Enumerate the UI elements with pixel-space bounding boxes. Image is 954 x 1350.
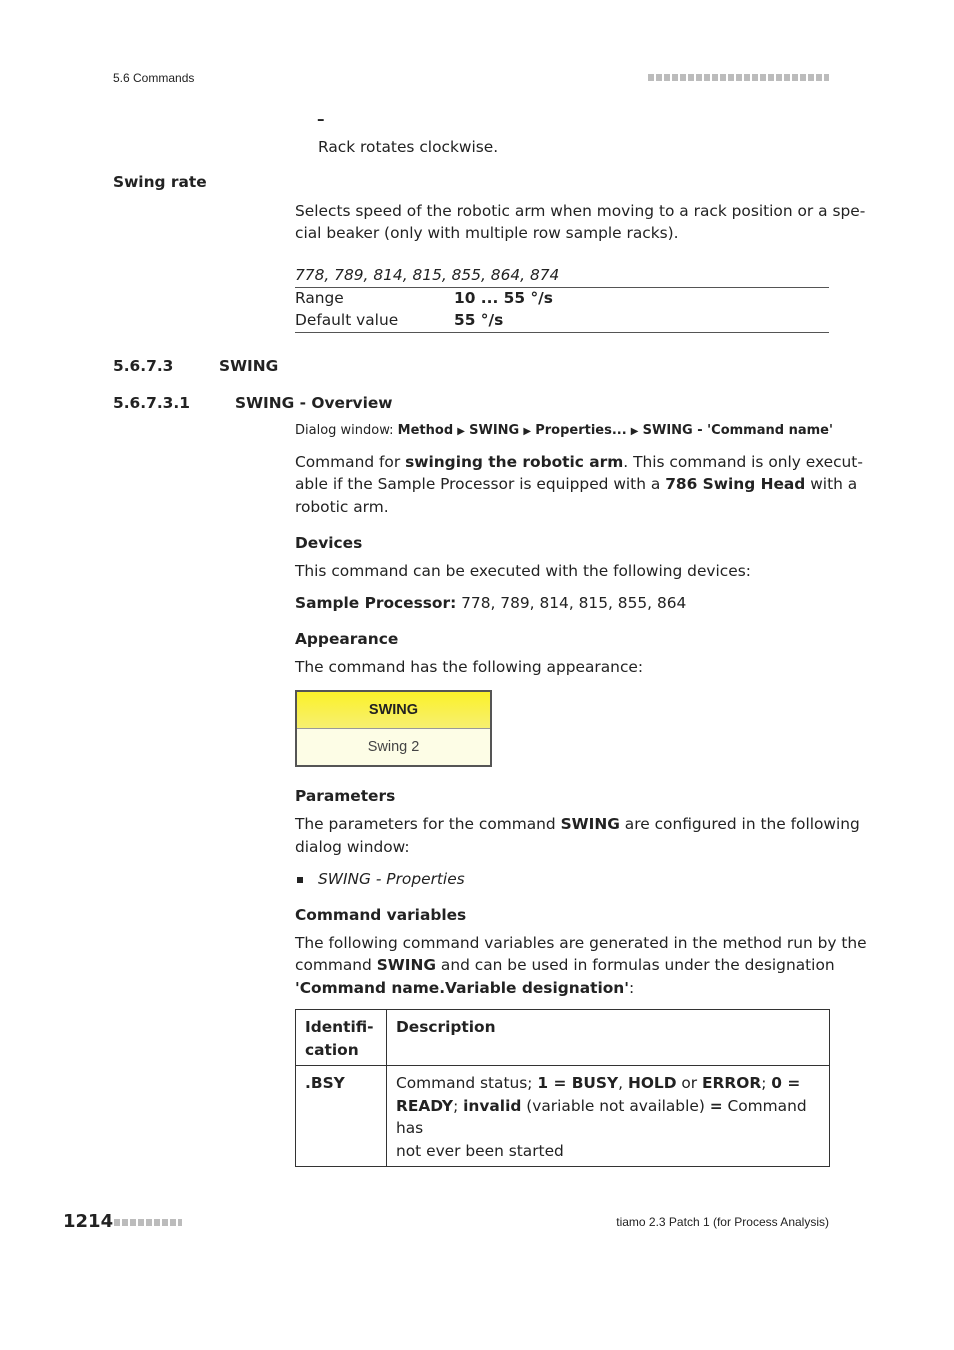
- table-cell: .BSY: [296, 1066, 387, 1167]
- parameter-description-line: cial beaker (only with multiple row sample racks).: [295, 224, 679, 242]
- dialog-path: [295, 423, 833, 438]
- value-symbol: –: [317, 110, 325, 128]
- appearance-heading: Appearance: [295, 630, 399, 648]
- intro-line: Command for swinging the robotic arm. This command is only execut-: [295, 453, 863, 471]
- intro-line: robotic arm.: [295, 498, 389, 516]
- properties-link: SWING - Properties: [318, 870, 465, 888]
- arrow-icon: ▶: [457, 426, 465, 437]
- table-rule: [295, 287, 829, 288]
- devices-text: This command can be executed with the following devices:: [295, 562, 751, 580]
- parameter-description-line: Selects speed of the robotic arm when moving to a rack position or a spe-: [295, 202, 866, 220]
- product-name: tiamo 2.3 Patch 1 (for Process Analysis): [616, 1215, 829, 1229]
- subsection-title: SWING - Overview: [235, 394, 393, 412]
- devices-list: Sample Processor: 778, 789, 814, 815, 855, 864: [295, 594, 687, 612]
- running-header-section: 5.6 Commands: [113, 71, 195, 85]
- table-header-row: [296, 1010, 830, 1066]
- section-title: SWING: [219, 357, 279, 375]
- default-label: Default value: [295, 311, 399, 329]
- table-row: [296, 1066, 830, 1167]
- command-variables-heading: Command variables: [295, 906, 467, 924]
- dialog-path-prefix: Dialog window:: [295, 423, 394, 438]
- command-variables-text: 'Command name.Variable designation':: [295, 979, 635, 997]
- table-cell: Command status; 1 = BUSY, HOLD or ERROR; 0 = READY; invalid (variable not available) = Command has not ever been started: [387, 1066, 830, 1167]
- arrow-icon: ▶: [523, 426, 532, 437]
- range-value: 10 ... 55 °/s: [454, 289, 553, 307]
- device-list: 778, 789, 814, 815, 855, 864, 874: [295, 266, 560, 284]
- dialog-path-item: SWING - 'Command name': [642, 423, 833, 438]
- table-header-cell: Identifi- cation: [296, 1010, 387, 1066]
- command-name-label: Swing 2: [297, 729, 490, 765]
- intro-line: able if the Sample Processor is equipped with a 786 Swing Head with a: [295, 475, 858, 493]
- header-decoration: [648, 74, 829, 81]
- devices-heading: Devices: [295, 534, 363, 552]
- dialog-path-item: Method: [397, 423, 454, 438]
- range-label: Range: [295, 289, 344, 307]
- arrow-icon: ▶: [630, 426, 639, 437]
- parameters-heading: Parameters: [295, 787, 396, 805]
- command-variables-text: command SWING and can be used in formulas under the designation: [295, 956, 835, 974]
- variables-table: [295, 1009, 830, 1167]
- dialog-path-item: SWING: [469, 423, 520, 438]
- table-rule: [295, 332, 829, 333]
- parameter-title: Swing rate: [113, 173, 207, 191]
- subsection-number: 5.6.7.3.1: [113, 394, 190, 412]
- parameters-text: The parameters for the command SWING are configured in the following: [295, 815, 860, 833]
- table-header-cell: Description: [387, 1010, 830, 1066]
- appearance-text: The command has the following appearance:: [295, 658, 644, 676]
- footer-decoration: [114, 1219, 182, 1226]
- parameters-text: dialog window:: [295, 838, 410, 856]
- value-description: Rack rotates clockwise.: [318, 138, 499, 156]
- default-value: 55 °/s: [454, 311, 504, 329]
- bullet-icon: [297, 877, 303, 883]
- page-number: 1214: [63, 1211, 114, 1232]
- command-type-label: SWING: [297, 692, 490, 729]
- command-appearance-box: [295, 690, 492, 767]
- dialog-path-item: Properties...: [535, 423, 627, 438]
- section-number: 5.6.7.3: [113, 357, 174, 375]
- command-variables-text: The following command variables are generated in the method run by the: [295, 934, 867, 952]
